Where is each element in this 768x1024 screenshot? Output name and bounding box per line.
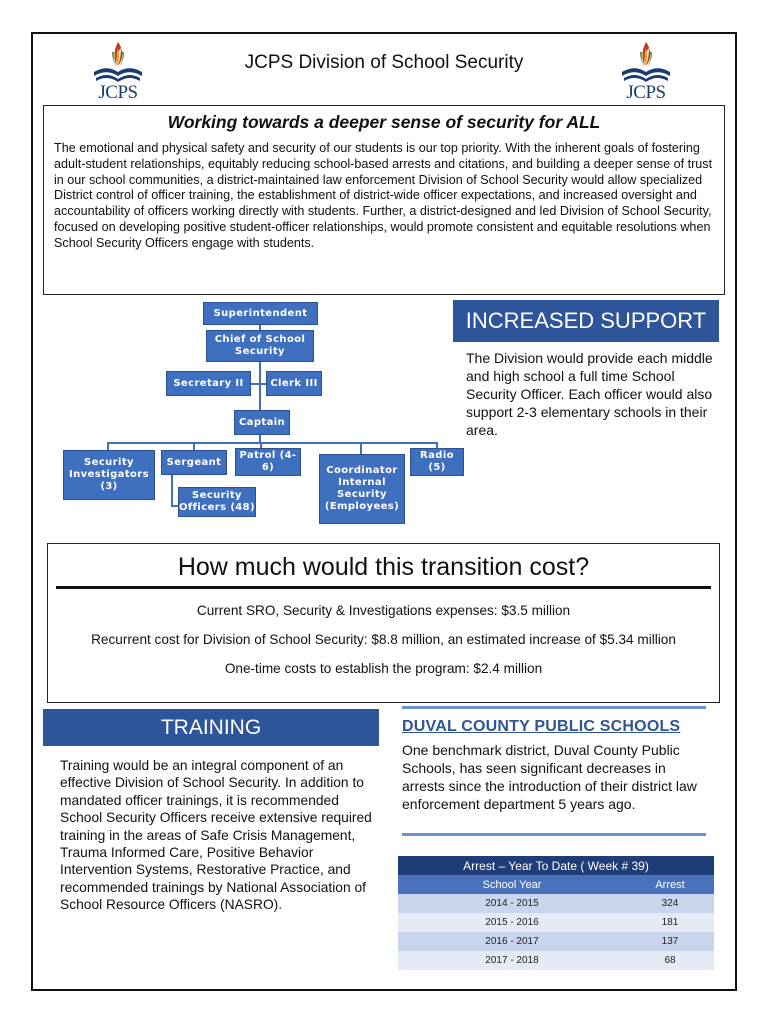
cost-heading: How much would this transition cost? [56, 544, 711, 589]
org-box-investigators: Security Investigators (3) [63, 450, 155, 500]
jcps-logo-right [616, 38, 676, 104]
org-connector [171, 475, 173, 507]
support-body: The Division would provide each middle and high school a full time School Security Officer. Each officer would also support 2-3 elementary schools in their area. [466, 350, 713, 438]
table-cell-year: 2015 - 2016 [398, 913, 626, 932]
org-box-clerk: Clerk III [266, 371, 322, 396]
table-row [398, 932, 714, 951]
table-cell-arrest: 181 [626, 913, 714, 932]
cost-current: Current SRO, Security & Investigations expenses: $3.5 million [196, 603, 571, 618]
flame-book-icon [88, 38, 148, 84]
org-box-coordinator: Coordinator Internal Security (Employees) [319, 454, 405, 524]
arrest-table-header-arrest: Arrest [626, 875, 714, 894]
table-row [398, 894, 714, 913]
org-box-superintendent: Superintendent [203, 302, 318, 325]
cost-recurrent: Recurrent cost for Division of School Security: $8.8 million, an estimated increase of $5.34 million [91, 632, 676, 647]
jcps-logo-left [88, 38, 148, 104]
org-box-radio: Radio (5) [410, 448, 464, 476]
org-box-officers: Security Officers (48) [178, 487, 256, 517]
flame-book-icon [616, 38, 676, 84]
org-chart [60, 300, 470, 525]
duval-body: One benchmark district, Duval County Public Schools, has seen significant decreases in arrests since the introduction of their district law enforcement department 5 years ago. [402, 742, 697, 812]
org-box-patrol: Patrol (4-6) [235, 448, 301, 476]
intro-heading: Working towards a deeper sense of security for ALL [167, 112, 601, 132]
duval-top-rule [402, 706, 706, 709]
cost-one-time: One-time costs to establish the program: $2.4 million [224, 661, 543, 676]
org-connector [259, 362, 261, 410]
org-box-chief: Chief of School Security [206, 330, 314, 362]
intro-section [43, 105, 725, 295]
org-box-sergeant: Sergeant [161, 450, 227, 475]
support-heading: INCREASED SUPPORT [453, 300, 719, 342]
training-heading: TRAINING [43, 709, 379, 746]
cost-section [47, 543, 720, 703]
table-cell-year: 2014 - 2015 [398, 894, 626, 913]
table-row [398, 951, 714, 970]
arrest-table-caption: Arrest – Year To Date ( Week # 39) [398, 856, 714, 875]
duval-heading: DUVAL COUNTY PUBLIC SCHOOLS [402, 718, 681, 735]
org-box-secretary: Secretary II [166, 371, 251, 396]
jcps-logo-text: JCPS [98, 82, 138, 103]
table-cell-arrest: 324 [626, 894, 714, 913]
table-cell-arrest: 68 [626, 951, 714, 970]
arrest-table [398, 856, 714, 970]
table-cell-year: 2017 - 2018 [398, 951, 626, 970]
org-box-captain: Captain [234, 410, 290, 435]
training-body: Training would be an integral component of an effective Division of School Security. In addition to mandated officer trainings, it is recommended School Security Officers receive extensive required training in the areas of Safe Crisis Management, Trauma Informed Care, Positive Behavior Intervention Systems, Restorative Practice, and recommended trainings by National Association of School Resource Officers (NASRO). [60, 758, 372, 913]
org-connector [107, 442, 437, 444]
arrest-table-header-year: School Year [398, 875, 626, 894]
duval-bottom-rule [402, 833, 706, 836]
table-cell-arrest: 137 [626, 932, 714, 951]
jcps-logo-text: JCPS [626, 82, 666, 103]
org-connector [360, 442, 362, 454]
table-cell-year: 2016 - 2017 [398, 932, 626, 951]
intro-body: The emotional and physical safety and security of our students is our top priority. With the inherent goals of fostering adult-student relationships, equitably reducing school-based arrests and citations, and building a deeper sense of trust in our school communities, a district-maintained law enforcement Division of School Security would allow specialized District control of officer training, the establishment of district-wide officer expectations, and increased oversight and accountability of officers working directly with students. Further, a district-designed and led Division of School Security, focused on developing positive student-officer relationships, would promote consistent and equitable resolutions when School Security Officers engage with students. [54, 141, 713, 250]
page-title: JCPS Division of School Security [244, 52, 524, 73]
table-row [398, 913, 714, 932]
